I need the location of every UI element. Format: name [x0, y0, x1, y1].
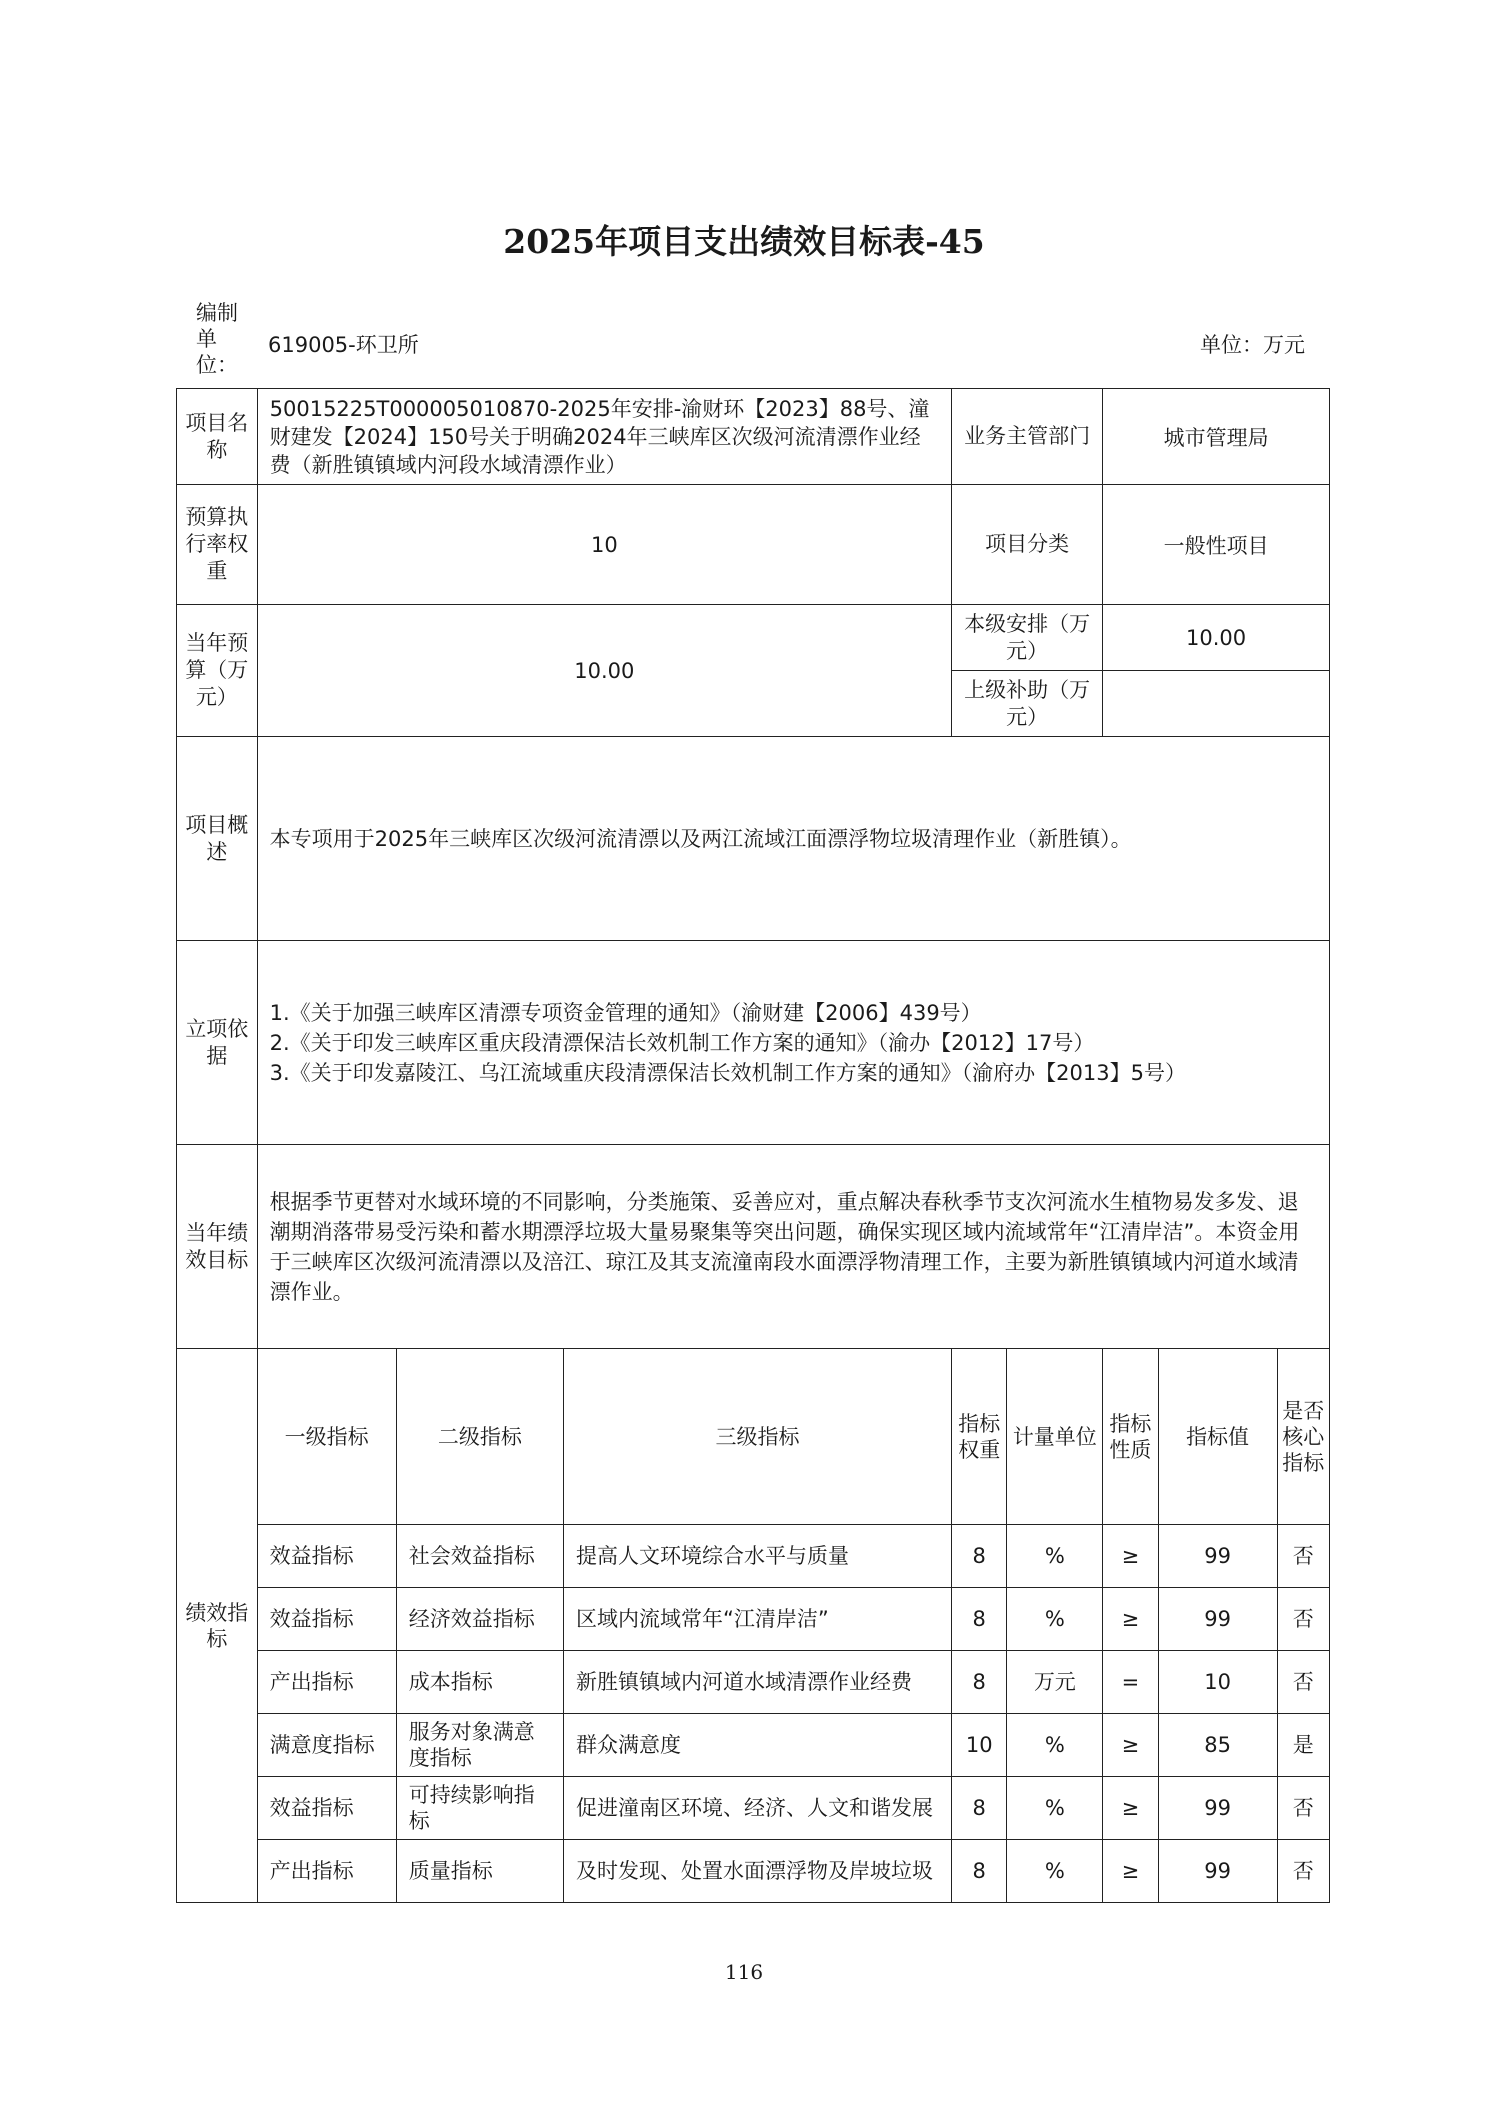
unit-cell: % [1007, 1588, 1103, 1651]
table-row [177, 1777, 1330, 1840]
goal-text: 根据季节更替对水域环境的不同影响，分类施策、妥善应对，重点解决春秋季节支次河流水生植物易发多发、退潮期消落带易受污染和蓄水期漂浮垃圾大量易聚集等突出问题，确保实现区域内流域常年“江清岸洁”。本资金用于三峡库区次级河流清漂以及涪江、琼江及其支流潼南段水面漂浮物清理工作，主要为新胜镇镇域内河道水域清漂作业。 [257, 1145, 1329, 1349]
level3-cell: 及时发现、处置水面漂浮物及岸坡垃圾 [564, 1840, 952, 1903]
level2-cell: 成本指标 [396, 1651, 563, 1714]
level3-cell: 促进潼南区环境、经济、人文和谐发展 [564, 1777, 952, 1840]
overview-label: 项目概述 [177, 737, 258, 941]
level1-cell: 满意度指标 [257, 1714, 396, 1777]
local-label: 本级安排（万元） [952, 605, 1103, 671]
weight-cell: 8 [952, 1840, 1007, 1903]
core-cell: 否 [1277, 1777, 1329, 1840]
col-header: 指标权重 [952, 1349, 1007, 1525]
value-cell: 99 [1158, 1777, 1277, 1840]
table-row [177, 1651, 1330, 1714]
basis-item: 3.《关于印发嘉陵江、乌江流域重庆段清漂保洁长效机制工作方案的通知》（渝府办【2013】5号） [269, 1060, 1186, 1085]
core-cell: 是 [1277, 1714, 1329, 1777]
budget-value: 10.00 [257, 605, 951, 737]
core-cell: 否 [1277, 1651, 1329, 1714]
page-number: 116 [724, 1960, 764, 1984]
local-value: 10.00 [1103, 605, 1330, 671]
unit-cell: % [1007, 1714, 1103, 1777]
performance-table [176, 388, 1330, 1903]
weight-cell: 8 [952, 1651, 1007, 1714]
page-title: 2025年项目支出绩效目标表-45 [503, 222, 985, 261]
nature-cell: ≥ [1103, 1525, 1158, 1588]
level3-cell: 提高人文环境综合水平与质量 [564, 1525, 952, 1588]
goal-label: 当年绩效目标 [177, 1145, 258, 1349]
weight-cell: 8 [952, 1525, 1007, 1588]
level2-cell: 服务对象满意度指标 [396, 1714, 563, 1777]
upper-label: 上级补助（万元） [952, 671, 1103, 737]
basis-item: 1.《关于加强三峡库区清漂专项资金管理的通知》（渝财建【2006】439号） [269, 1000, 982, 1025]
level1-cell: 产出指标 [257, 1651, 396, 1714]
nature-cell: ≥ [1103, 1714, 1158, 1777]
level3-cell: 区域内流域常年“江清岸洁” [564, 1588, 952, 1651]
nature-cell: ≥ [1103, 1588, 1158, 1651]
basis-item: 2.《关于印发三峡库区重庆段清漂保洁长效机制工作方案的通知》（渝办【2012】17号） [269, 1030, 1095, 1055]
unit-cell: % [1007, 1525, 1103, 1588]
unit-cell: 万元 [1007, 1651, 1103, 1714]
col-header: 指标性质 [1103, 1349, 1158, 1525]
value-cell: 99 [1158, 1525, 1277, 1588]
level2-cell: 社会效益指标 [396, 1525, 563, 1588]
core-cell: 否 [1277, 1588, 1329, 1651]
col-header: 三级指标 [564, 1349, 952, 1525]
table-row [177, 1588, 1330, 1651]
col-header: 一级指标 [257, 1349, 396, 1525]
core-cell: 否 [1277, 1525, 1329, 1588]
project-name: 50015225T000005010870-2025年安排-渝财环【2023】88号、潼财建发【2024】150号关于明确2024年三峡库区次级河流清漂作业经费（新胜镇镇域内河段水域清漂作业） [257, 389, 951, 485]
level2-cell: 可持续影响指标 [396, 1777, 563, 1840]
upper-value [1103, 671, 1330, 737]
value-cell: 10 [1158, 1651, 1277, 1714]
weight-cell: 8 [952, 1777, 1007, 1840]
level3-cell: 群众满意度 [564, 1714, 952, 1777]
nature-cell: ≥ [1103, 1840, 1158, 1903]
core-cell: 否 [1277, 1840, 1329, 1903]
dept-value: 城市管理局 [1103, 389, 1330, 485]
weight-cell: 8 [952, 1588, 1007, 1651]
currency-label: 单位：万元 [1200, 333, 1305, 357]
exec-weight-label: 预算执行率权重 [177, 485, 258, 605]
level1-cell: 产出指标 [257, 1840, 396, 1903]
col-header: 指标值 [1158, 1349, 1277, 1525]
nature-cell: ≥ [1103, 1777, 1158, 1840]
unit-value: 619005-环卫所 [268, 333, 419, 357]
level1-cell: 效益指标 [257, 1525, 396, 1588]
value-cell: 85 [1158, 1714, 1277, 1777]
unit-cell: % [1007, 1777, 1103, 1840]
category-label: 项目分类 [952, 485, 1103, 605]
level1-cell: 效益指标 [257, 1588, 396, 1651]
category-value: 一般性项目 [1103, 485, 1330, 605]
level3-cell: 新胜镇镇域内河道水域清漂作业经费 [564, 1651, 952, 1714]
col-header: 二级指标 [396, 1349, 563, 1525]
level1-cell: 效益指标 [257, 1777, 396, 1840]
unit-label: 编制单位： [196, 301, 238, 377]
weight-cell: 10 [952, 1714, 1007, 1777]
nature-cell: = [1103, 1651, 1158, 1714]
indicators-label: 绩效指标 [177, 1349, 258, 1903]
overview-text: 本专项用于2025年三峡库区次级河流清漂以及两江流域江面漂浮物垃圾清理作业（新胜镇）。 [257, 737, 1329, 941]
level2-cell: 经济效益指标 [396, 1588, 563, 1651]
exec-weight-value: 10 [257, 485, 951, 605]
project-name-label: 项目名称 [177, 389, 258, 485]
col-header: 计量单位 [1007, 1349, 1103, 1525]
basis-list [257, 941, 1329, 1145]
col-header: 是否核心指标 [1277, 1349, 1329, 1525]
table-row [177, 1714, 1330, 1777]
value-cell: 99 [1158, 1588, 1277, 1651]
basis-label: 立项依据 [177, 941, 258, 1145]
level2-cell: 质量指标 [396, 1840, 563, 1903]
table-row [177, 1525, 1330, 1588]
dept-label: 业务主管部门 [952, 389, 1103, 485]
table-row [177, 1840, 1330, 1903]
budget-label: 当年预算（万元） [177, 605, 258, 737]
unit-cell: % [1007, 1840, 1103, 1903]
value-cell: 99 [1158, 1840, 1277, 1903]
